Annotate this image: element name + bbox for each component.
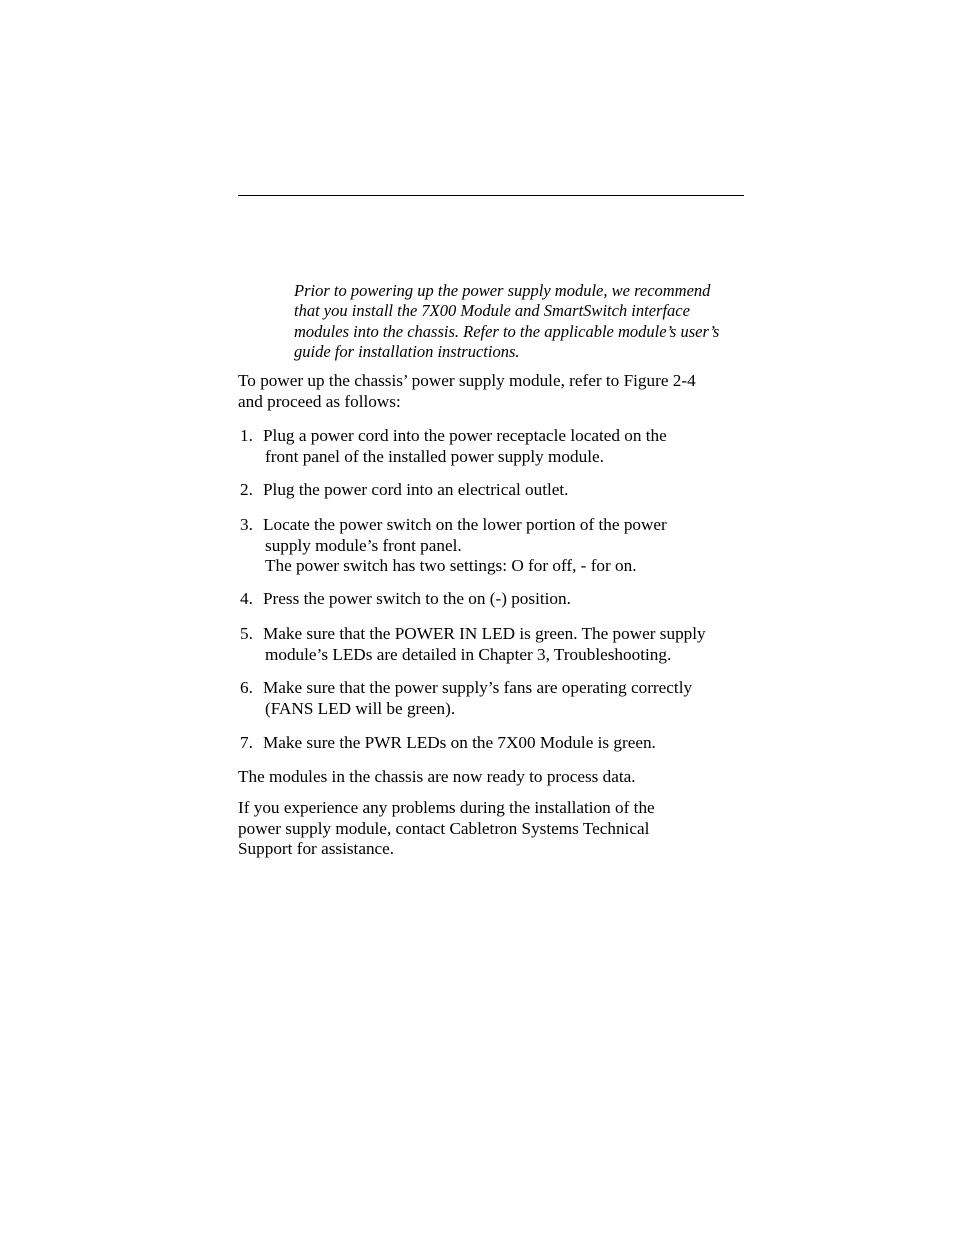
step-text: Press the power switch to the on (-) position. <box>263 589 571 608</box>
ready-line: The modules in the chassis are now ready to process data. <box>238 767 636 786</box>
step-text: Locate the power switch on the lower portion of the power <box>263 515 667 534</box>
step-6 <box>240 678 750 719</box>
step-number: 3. <box>240 515 253 534</box>
step-4 <box>240 589 750 610</box>
step-text: The power switch has two settings: O for off, - for on. <box>265 556 637 575</box>
ready-paragraph <box>238 767 748 788</box>
step-2 <box>240 480 750 501</box>
note-line: guide for installation instructions. <box>294 341 520 361</box>
step-number: 7. <box>240 733 253 752</box>
step-number: 6. <box>240 678 253 697</box>
step-3 <box>240 515 750 577</box>
step-number: 4. <box>240 589 253 608</box>
step-text: Make sure that the power supply’s fans are operating correctly <box>263 678 693 697</box>
step-5 <box>240 624 750 665</box>
step-1 <box>240 426 750 467</box>
intro-line: and proceed as follows: <box>238 391 401 411</box>
support-line: power supply module, contact Cabletron Systems Technical <box>238 818 650 838</box>
step-text: module’s LEDs are detailed in Chapter 3, Troubleshooting. <box>265 644 672 664</box>
intro-paragraph <box>238 371 748 412</box>
step-number: 1. <box>240 426 253 445</box>
installation-note <box>294 281 744 362</box>
step-text: (FANS LED will be green). <box>265 698 456 718</box>
step-text: Make sure that the POWER IN LED is green. The power supply <box>263 624 706 643</box>
note-line: that you install the 7X00 Module and SmartSwitch interface <box>294 301 690 321</box>
step-text: Make sure the PWR LEDs on the 7X00 Module is green. <box>263 733 656 752</box>
note-line: Prior to powering up the power supply module, we recommend <box>294 281 711 300</box>
intro-line: To power up the chassis’ power supply module, refer to Figure 2-4 <box>238 371 696 390</box>
step-7 <box>240 733 750 754</box>
note-line: modules into the chassis. Refer to the applicable module’s user’s <box>294 321 720 341</box>
step-text: supply module’s front panel. <box>265 535 462 555</box>
support-line: If you experience any problems during the installation of the <box>238 798 655 817</box>
step-number: 2. <box>240 480 253 499</box>
support-paragraph <box>238 798 748 860</box>
step-text: front panel of the installed power supply module. <box>265 446 604 466</box>
step-number: 5. <box>240 624 253 643</box>
step-text: Plug a power cord into the power receptacle located on the <box>263 426 667 445</box>
step-text: Plug the power cord into an electrical outlet. <box>263 480 569 499</box>
header-rule <box>238 195 744 196</box>
support-line: Support for assistance. <box>238 839 395 858</box>
